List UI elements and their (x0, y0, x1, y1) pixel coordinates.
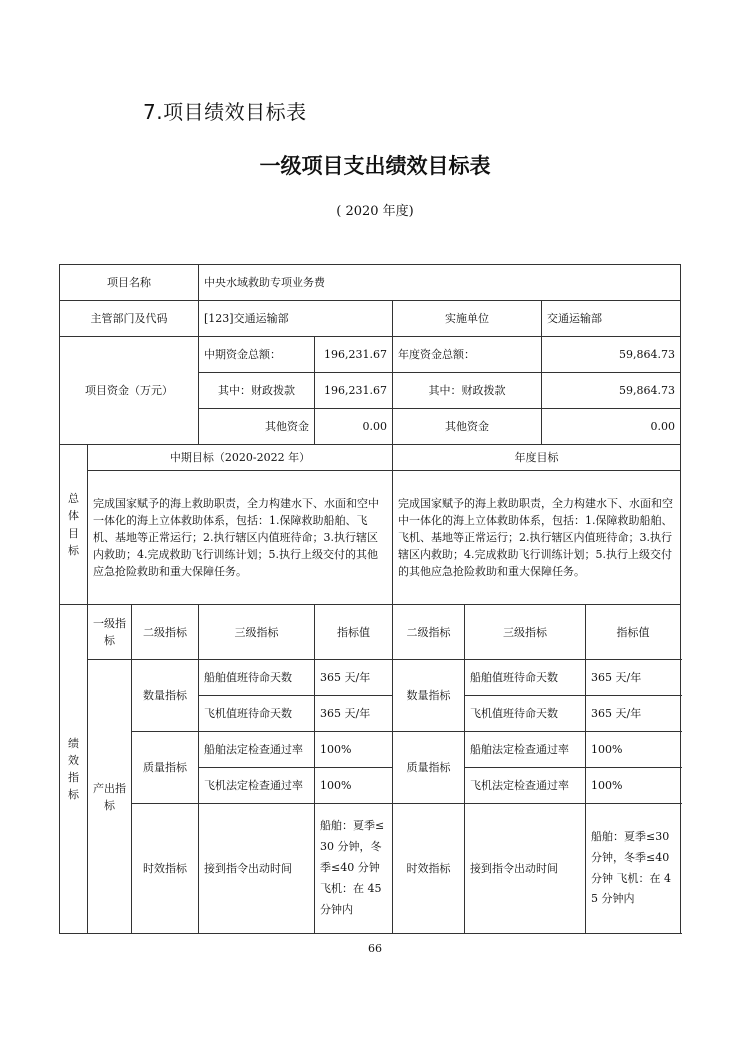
mid-total-label: 中期资金总额： (199, 337, 315, 373)
indicator-name: 飞机法定检查通过率 (199, 768, 315, 804)
indicator-name-year: 接到指令出动时间 (465, 804, 586, 934)
indicator-value-year: 100% (586, 732, 681, 768)
indicator-name: 船舶法定检查通过率 (199, 732, 315, 768)
quality-indicator-label-year: 质量指标 (393, 732, 465, 804)
indicator-value-year: 100% (586, 768, 681, 804)
header-value-year: 指标值 (586, 605, 681, 660)
timeliness-indicator-label-year: 时效指标 (393, 804, 465, 934)
year-fiscal-label: 其中：财政拨款 (393, 373, 542, 409)
header-level2: 二级指标 (132, 605, 199, 660)
indicator-value-year: 365 天/年 (586, 696, 681, 732)
indicator-value: 100% (315, 768, 393, 804)
quality-indicator-label: 质量指标 (132, 732, 199, 804)
year-goal-header: 年度目标 (393, 445, 681, 471)
indicator-name-year: 飞机值班待命天数 (465, 696, 586, 732)
mid-goal-text: 完成国家赋予的海上救助职责，全力构建水下、水面和空中一体化的海上立体救助体系，包括：1.保障救助船舶、飞机、基地等正常运行；2.执行辖区内值班待命；3.执行辖区内救助；4.完成救助飞行训练计划；5.执行上级交付的其他应急抢险救助和重大保障任务。 (88, 471, 393, 605)
mid-total-value: 196,231.67 (315, 337, 393, 373)
year-other-label: 其他资金 (393, 409, 542, 445)
indicator-name: 船舶值班待命天数 (199, 660, 315, 696)
dept-label: 主管部门及代码 (60, 301, 199, 337)
mid-other-value: 0.00 (315, 409, 393, 445)
year-total-label: 年度资金总额： (393, 337, 542, 373)
overall-goal-label: 总体目标 (60, 445, 88, 605)
header-level1: 一级指标 (88, 605, 132, 660)
year-other-value: 0.00 (542, 409, 681, 445)
indicator-value-year: 船舶：夏季≤30 分钟，冬季≤40 分钟 飞机：在 45 分钟内 (586, 804, 681, 934)
indicator-name-year: 船舶值班待命天数 (465, 660, 586, 696)
indicator-name-year: 船舶法定检查通过率 (465, 732, 586, 768)
mid-goal-header: 中期目标（2020-2022 年） (88, 445, 393, 471)
performance-target-table (59, 264, 681, 934)
impl-unit-label: 实施单位 (393, 301, 542, 337)
timeliness-indicator-label: 时效指标 (132, 804, 199, 934)
mid-fiscal-value: 196,231.67 (315, 373, 393, 409)
year-total-value: 59,864.73 (542, 337, 681, 373)
indicator-name: 飞机值班待命天数 (199, 696, 315, 732)
mid-other-label: 其他资金 (199, 409, 315, 445)
section-title: 7.项目绩效目标表 (143, 100, 307, 124)
project-name-label: 项目名称 (60, 265, 199, 301)
project-name-value: 中央水域救助专项业务费 (199, 265, 681, 301)
indicator-value: 100% (315, 732, 393, 768)
indicator-value: 365 天/年 (315, 696, 393, 732)
dept-value: [123]交通运输部 (199, 301, 393, 337)
indicator-value: 365 天/年 (315, 660, 393, 696)
header-level3: 三级指标 (199, 605, 315, 660)
performance-indicators-label: 绩效指标 (60, 605, 88, 934)
output-indicator-label: 产出指标 (88, 660, 132, 934)
indicator-name-year: 飞机法定检查通过率 (465, 768, 586, 804)
page-number: 66 (368, 942, 382, 955)
quantity-indicator-label-year: 数量指标 (393, 660, 465, 732)
impl-unit-value: 交通运输部 (542, 301, 681, 337)
indicator-value: 船舶：夏季≤30 分钟，冬季≤40 分钟 飞机：在 45 分钟内 (315, 804, 393, 934)
document-title: 一级项目支出绩效目标表 (259, 154, 491, 178)
quantity-indicator-label: 数量指标 (132, 660, 199, 732)
year-label: ( 2020 年度) (336, 204, 414, 219)
indicator-name: 接到指令出动时间 (199, 804, 315, 934)
year-goal-text: 完成国家赋予的海上救助职责，全力构建水下、水面和空中一体化的海上立体救助体系，包括：1.保障救助船舶、飞机、基地等正常运行；2.执行辖区内值班待命；3.执行辖区内救助；4.完成救助飞行训练计划；5.执行上级交付的其他应急抢险救助和重大保障任务。 (393, 471, 681, 605)
funds-label: 项目资金（万元） (60, 337, 199, 445)
header-value: 指标值 (315, 605, 393, 660)
indicator-value-year: 365 天/年 (586, 660, 681, 696)
mid-fiscal-label: 其中：财政拨款 (199, 373, 315, 409)
header-level2-year: 二级指标 (393, 605, 465, 660)
year-fiscal-value: 59,864.73 (542, 373, 681, 409)
header-level3-year: 三级指标 (465, 605, 586, 660)
